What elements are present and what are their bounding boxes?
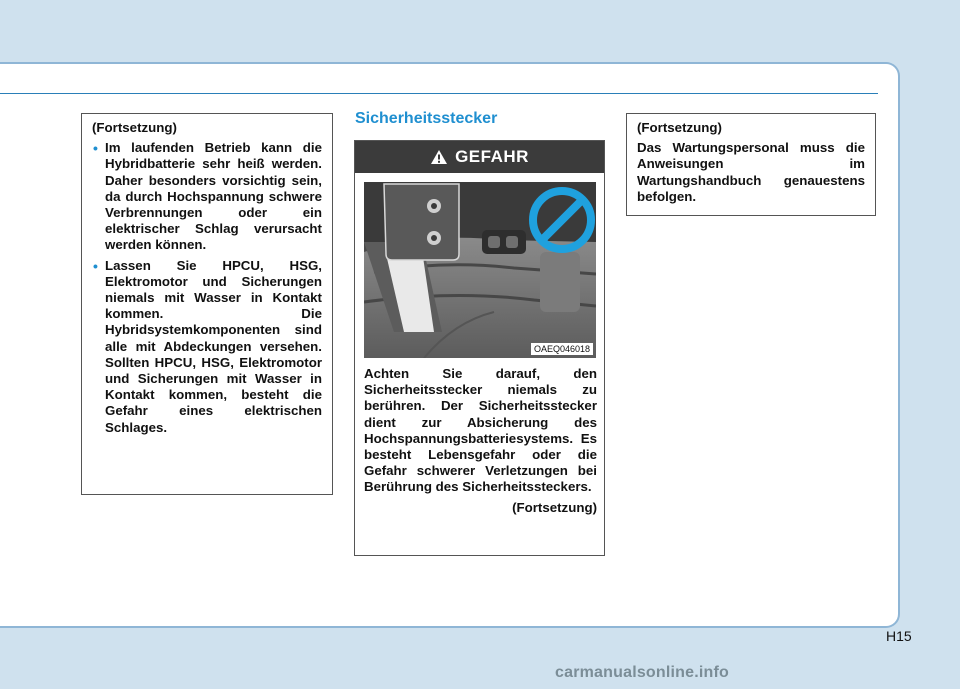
- continuation-label: (Fortsetzung): [92, 120, 177, 135]
- safety-plug-photo: [364, 182, 596, 358]
- danger-text: Achten Sie darauf, den Sicherheitsstecker niemals zu berühren. Der Sicherheitsstecker dient zur Absicherung des Hochspannungsbatteriesystems. Es besteht Lebensgefahr oder die Gefahr schwerer Verletzungen bei Berührung des Sicherheitssteckers.: [364, 366, 597, 495]
- maintenance-text: Das Wartungspersonal muss die Anweisungen im Wartungshandbuch genauestens befolgen.: [637, 140, 865, 204]
- bullet-text: Im laufenden Betrieb kann die Hybridbatterie sehr heiß werden. Daher besonders vorsichtig sein, da durch Hochspannung schwere Verbrennungen oder ein elektrischer Schlag verursacht werden können.: [105, 140, 322, 253]
- continued-label: (Fortsetzung): [512, 499, 597, 515]
- bullet-icon: •: [93, 257, 98, 274]
- banner-label: GEFAHR: [455, 147, 529, 166]
- bullet-text: Lassen Sie HPCU, HSG, Elektromotor und Sicherungen niemals mit Wasser in Kontakt kommen. Die Hybridsystemkomponenten sind alle mit Abdeckungen versehen. Sollten HPCU, HSG, Elektromotor und Sicherungen mit Wasser in Kontakt kommen, besteht die Gefahr eines elektrischen Schlages.: [105, 257, 322, 435]
- warning-triangle-icon: [430, 149, 448, 165]
- list-item: [92, 258, 322, 436]
- bullet-icon: •: [93, 140, 98, 157]
- page-number: H15: [886, 628, 912, 644]
- image-code: OAEQ046018: [531, 343, 593, 355]
- continuation-label: (Fortsetzung): [637, 120, 722, 135]
- bullet-list: [92, 140, 322, 436]
- danger-text-block: [364, 366, 597, 516]
- watermark: carmanualsonline.info: [555, 664, 730, 681]
- list-item: [92, 140, 322, 253]
- section-title: Sicherheitsstecker: [355, 110, 498, 127]
- rear-seat-illustration: [364, 182, 596, 358]
- right-continuation-box: [626, 113, 876, 216]
- danger-box: [354, 140, 605, 556]
- header-rule: [0, 93, 878, 94]
- warning-continuation-box: [81, 113, 333, 495]
- danger-banner: [355, 141, 604, 173]
